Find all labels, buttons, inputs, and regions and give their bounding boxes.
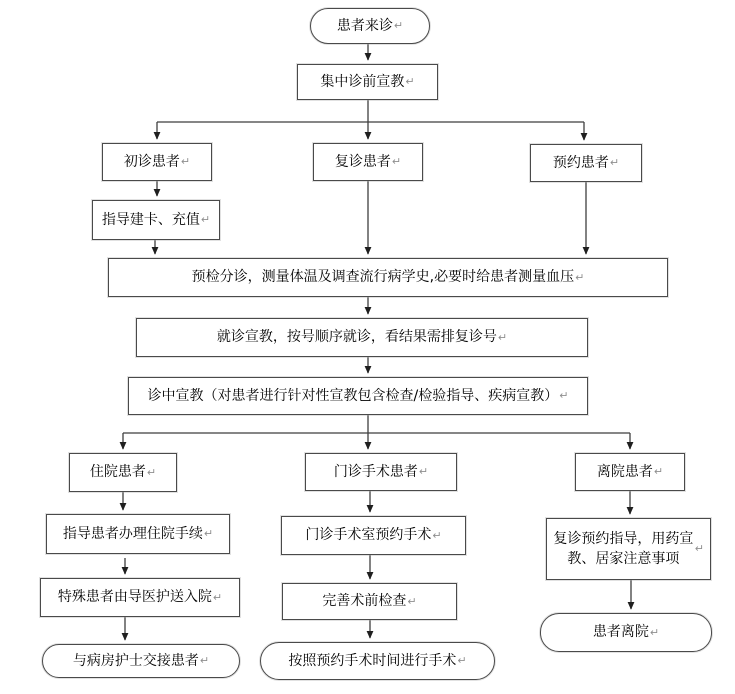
return-mark-icon: ↵ bbox=[694, 542, 704, 556]
return-mark-icon: ↵ bbox=[200, 213, 211, 227]
node-depart-terminator bbox=[540, 613, 712, 652]
node-label: 完善术前检查 bbox=[322, 593, 407, 610]
node-label: 离院患者 bbox=[596, 463, 653, 480]
node-label: 指导患者办理住院手续 bbox=[62, 525, 203, 542]
node-discharge-education bbox=[546, 518, 711, 580]
return-mark-icon: ↵ bbox=[418, 465, 429, 479]
node-visit-education bbox=[136, 318, 588, 357]
return-mark-icon: ↵ bbox=[653, 465, 664, 479]
return-mark-icon: ↵ bbox=[575, 270, 585, 284]
node-label: 初诊患者 bbox=[123, 153, 180, 170]
node-label: 预检分诊，测量体温及调查流行病学史,必要时给患者测量血压 bbox=[191, 269, 575, 286]
node-leaving-patient bbox=[575, 453, 685, 491]
node-surgery-time-terminator bbox=[260, 642, 495, 680]
node-in-visit-education bbox=[128, 377, 588, 415]
return-mark-icon: ↵ bbox=[146, 465, 157, 479]
return-mark-icon: ↵ bbox=[432, 528, 442, 542]
return-mark-icon: ↵ bbox=[199, 654, 210, 668]
node-label: 复诊患者 bbox=[334, 153, 391, 170]
node-label: 诊中宣教（对患者进行针对性宣教包含检查/检验指导、疾病宣教） bbox=[147, 387, 559, 404]
return-mark-icon: ↵ bbox=[180, 155, 191, 169]
node-label: 集中诊前宣教 bbox=[320, 73, 405, 90]
node-card-recharge-guide bbox=[92, 200, 220, 240]
node-label: 指导建卡、充值 bbox=[101, 211, 200, 228]
return-mark-icon: ↵ bbox=[559, 389, 569, 403]
node-label: 特殊患者由导医护送入院 bbox=[57, 589, 212, 606]
node-label: 门诊手术患者 bbox=[333, 463, 418, 480]
node-label: 预约患者 bbox=[552, 154, 609, 171]
return-mark-icon: ↵ bbox=[497, 330, 508, 344]
return-mark-icon: ↵ bbox=[212, 590, 223, 604]
node-outpatient-surgery-patient bbox=[305, 453, 457, 491]
return-mark-icon: ↵ bbox=[649, 625, 660, 639]
node-label: 门诊手术室预约手术 bbox=[305, 527, 432, 544]
node-label: 就诊宣教，按号顺序就诊，看结果需排复诊号 bbox=[216, 329, 497, 346]
return-mark-icon: ↵ bbox=[391, 155, 402, 169]
node-label: 患者来诊 bbox=[336, 17, 393, 34]
node-start-terminator bbox=[310, 8, 430, 44]
return-mark-icon: ↵ bbox=[393, 19, 404, 33]
node-first-visit-patient bbox=[102, 143, 212, 181]
node-admission-guide bbox=[46, 514, 230, 554]
return-mark-icon: ↵ bbox=[609, 156, 620, 170]
node-inpatient bbox=[69, 453, 177, 492]
node-label: 患者离院 bbox=[592, 624, 649, 641]
node-triage-check bbox=[108, 258, 668, 297]
node-label: 住院患者 bbox=[89, 464, 146, 481]
node-escort-admission bbox=[40, 578, 240, 617]
node-surgery-booking bbox=[281, 516, 466, 555]
node-appointment-patient bbox=[530, 144, 642, 182]
node-ward-handover-terminator bbox=[42, 644, 240, 678]
node-pre-visit-education bbox=[297, 64, 438, 100]
return-mark-icon: ↵ bbox=[457, 654, 467, 668]
return-mark-icon: ↵ bbox=[405, 75, 415, 89]
node-label: 复诊预约指导，用药宣教、居家注意事项 bbox=[553, 530, 694, 567]
return-mark-icon: ↵ bbox=[203, 527, 214, 541]
node-preop-exam bbox=[282, 583, 457, 620]
return-mark-icon: ↵ bbox=[407, 594, 417, 608]
node-return-visit-patient bbox=[313, 143, 423, 181]
node-label: 按照预约手术时间进行手术 bbox=[288, 652, 457, 669]
node-label: 与病房护士交接患者 bbox=[72, 652, 199, 669]
